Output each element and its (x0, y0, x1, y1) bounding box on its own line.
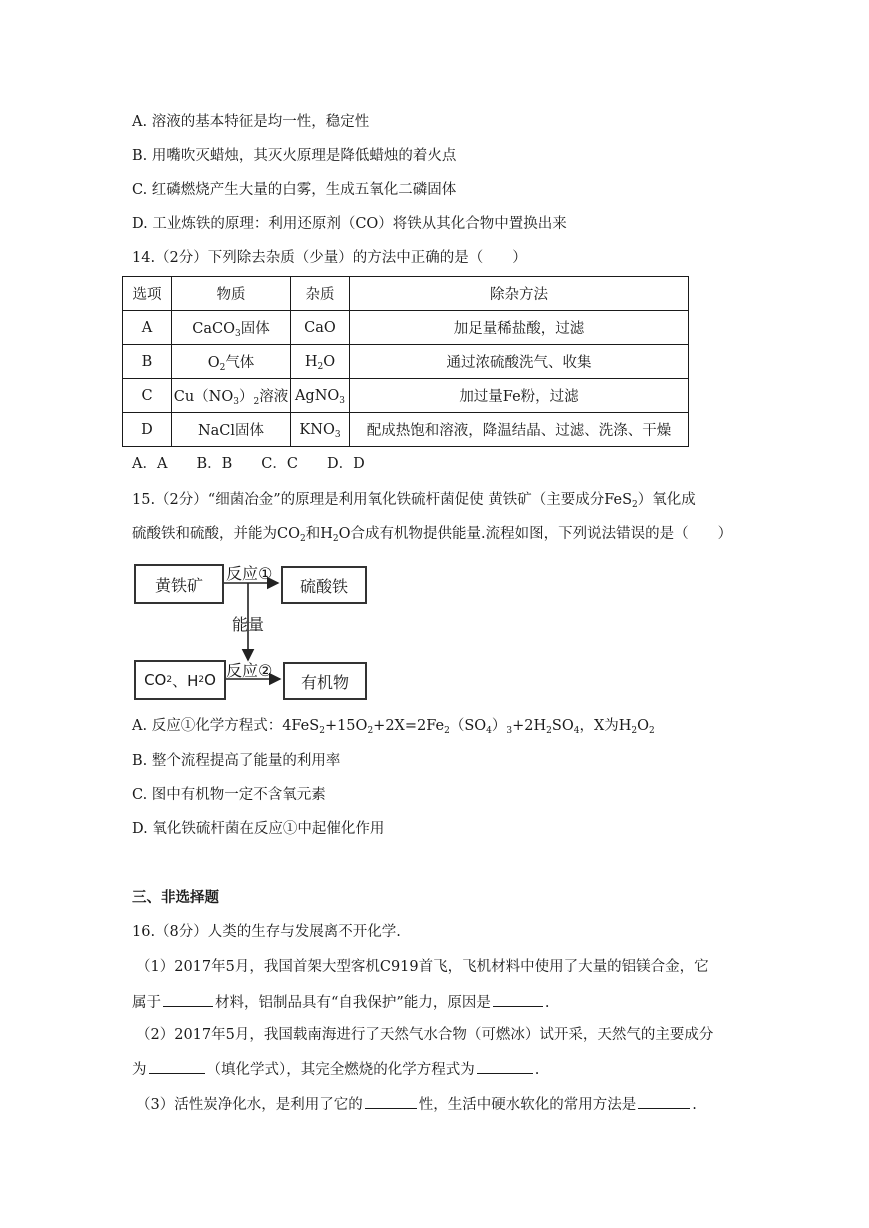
q15-stem-line2: 硫酸铁和硫酸，并能为$CO_2$和$H_2O$合成有机物提供能量.流程如图，下列说法错误的是（ ） (132, 526, 733, 544)
flow-label-energy: 能量 (232, 615, 265, 634)
q15-stem-line1: 15.（2分）“细菌冶金”的原理是利用氧化铁硫杆菌促使 黄铁矿（主要成分FeS$_2$）氧化成 (132, 492, 696, 510)
cell-substance: NaCl固体 (172, 413, 291, 447)
flow-box-pyrite: 黄铁矿 (134, 564, 224, 604)
cell-impurity: $KNO_3$ (291, 413, 350, 447)
answer-blank[interactable] (365, 1094, 417, 1109)
table-row (123, 379, 689, 413)
cell-method: 加过量Fe粉，过滤 (350, 379, 689, 413)
header-substance: 物质 (172, 277, 291, 311)
header-impurity: 杂质 (291, 277, 350, 311)
q16-part2-line1: （2）2017年5月，我国载南海进行了天然气水合物（可燃冰）试开采，天然气的主要成分 (136, 1027, 714, 1043)
cell-impurity: $H_2O$ (291, 345, 350, 379)
table-row (123, 345, 689, 379)
cell-option: A (123, 311, 172, 345)
cell-option: B (123, 345, 172, 379)
cell-method: 加足量稀盐酸，过滤 (350, 311, 689, 345)
answer-blank[interactable] (477, 1059, 533, 1074)
q16-part2-line2: 为 （填化学式），其完全燃烧的化学方程式为 . (132, 1059, 539, 1080)
flow-label-reaction1: 反应① (226, 564, 273, 583)
cell-option: C (123, 379, 172, 413)
cell-impurity: AgNO$_3$ (291, 379, 350, 413)
q15-option-b: B. 整个流程提高了能量的利用率 (132, 753, 341, 769)
cell-method: 通过浓硫酸洗气、收集 (350, 345, 689, 379)
cell-substance: $Cu(NO_3)_2$溶液 (172, 379, 291, 413)
section-heading: 三、非选择题 (132, 890, 219, 906)
answer-blank[interactable] (149, 1059, 205, 1074)
table-row (123, 413, 689, 447)
q14-table (122, 276, 689, 447)
q13-option-c: C. 红磷燃烧产生大量的白雾，生成五氧化二磷固体 (132, 182, 457, 198)
flow-box-co2-h2o: CO 2 、H 2 O (134, 660, 226, 700)
q14-stem: 14.（2分）下列除去杂质（少量）的方法中正确的是（ ） (132, 250, 527, 266)
flow-box-organic: 有机物 (283, 662, 367, 700)
q13-option-a: A. 溶液的基本特征是均一性，稳定性 (132, 114, 370, 130)
flow-label-reaction2: 反应② (226, 661, 273, 680)
q16-part1-line2: 属于 材料，铝制品具有“自我保护”能力，原因是 . (132, 992, 549, 1013)
table-header-row (123, 277, 689, 311)
cell-method: 配成热饱和溶液，降温结晶、过滤、洗涤、干燥 (350, 413, 689, 447)
table-row (123, 311, 689, 345)
q13-option-b: B. 用嘴吹灭蜡烛，其灭火原理是降低蜡烛的着火点 (132, 148, 457, 164)
cell-substance: CaCO$_3$固体 (172, 311, 291, 345)
q15-option-a: A. 反应①化学方程式：$4FeS_2+15O_2+2X=2Fe_2(SO_4)_3+2H_2SO_4$，X为$H_2O_2$ (132, 718, 655, 736)
answer-blank[interactable] (163, 992, 213, 1007)
q16-part3: （3）活性炭净化水，是利用了它的 性，生活中硬水软化的常用方法是 . (136, 1094, 697, 1115)
answer-blank[interactable] (638, 1094, 690, 1109)
cell-impurity: CaO (291, 311, 350, 345)
q15-option-c: C. 图中有机物一定不含氧元素 (132, 787, 326, 803)
cell-option: D (123, 413, 172, 447)
cell-substance: $O_2$气体 (172, 345, 291, 379)
q16-part1-line1: （1）2017年5月，我国首架大型客机C919首飞，飞机材料中使用了大量的铝镁合金，它 (136, 959, 709, 975)
header-option: 选项 (123, 277, 172, 311)
answer-blank[interactable] (493, 992, 543, 1007)
header-method: 除杂方法 (350, 277, 689, 311)
flow-box-ferric-sulfate: 硫酸铁 (281, 566, 367, 604)
q14-answer-options: A．A B．B C．C D．D (132, 456, 365, 472)
q16-stem: 16.（8分）人类的生存与发展离不开化学. (132, 924, 401, 940)
q15-option-d: D. 氧化铁硫杆菌在反应①中起催化作用 (132, 821, 385, 837)
q13-option-d: D. 工业炼铁的原理：利用还原剂（CO）将铁从其化合物中置换出来 (132, 216, 567, 232)
